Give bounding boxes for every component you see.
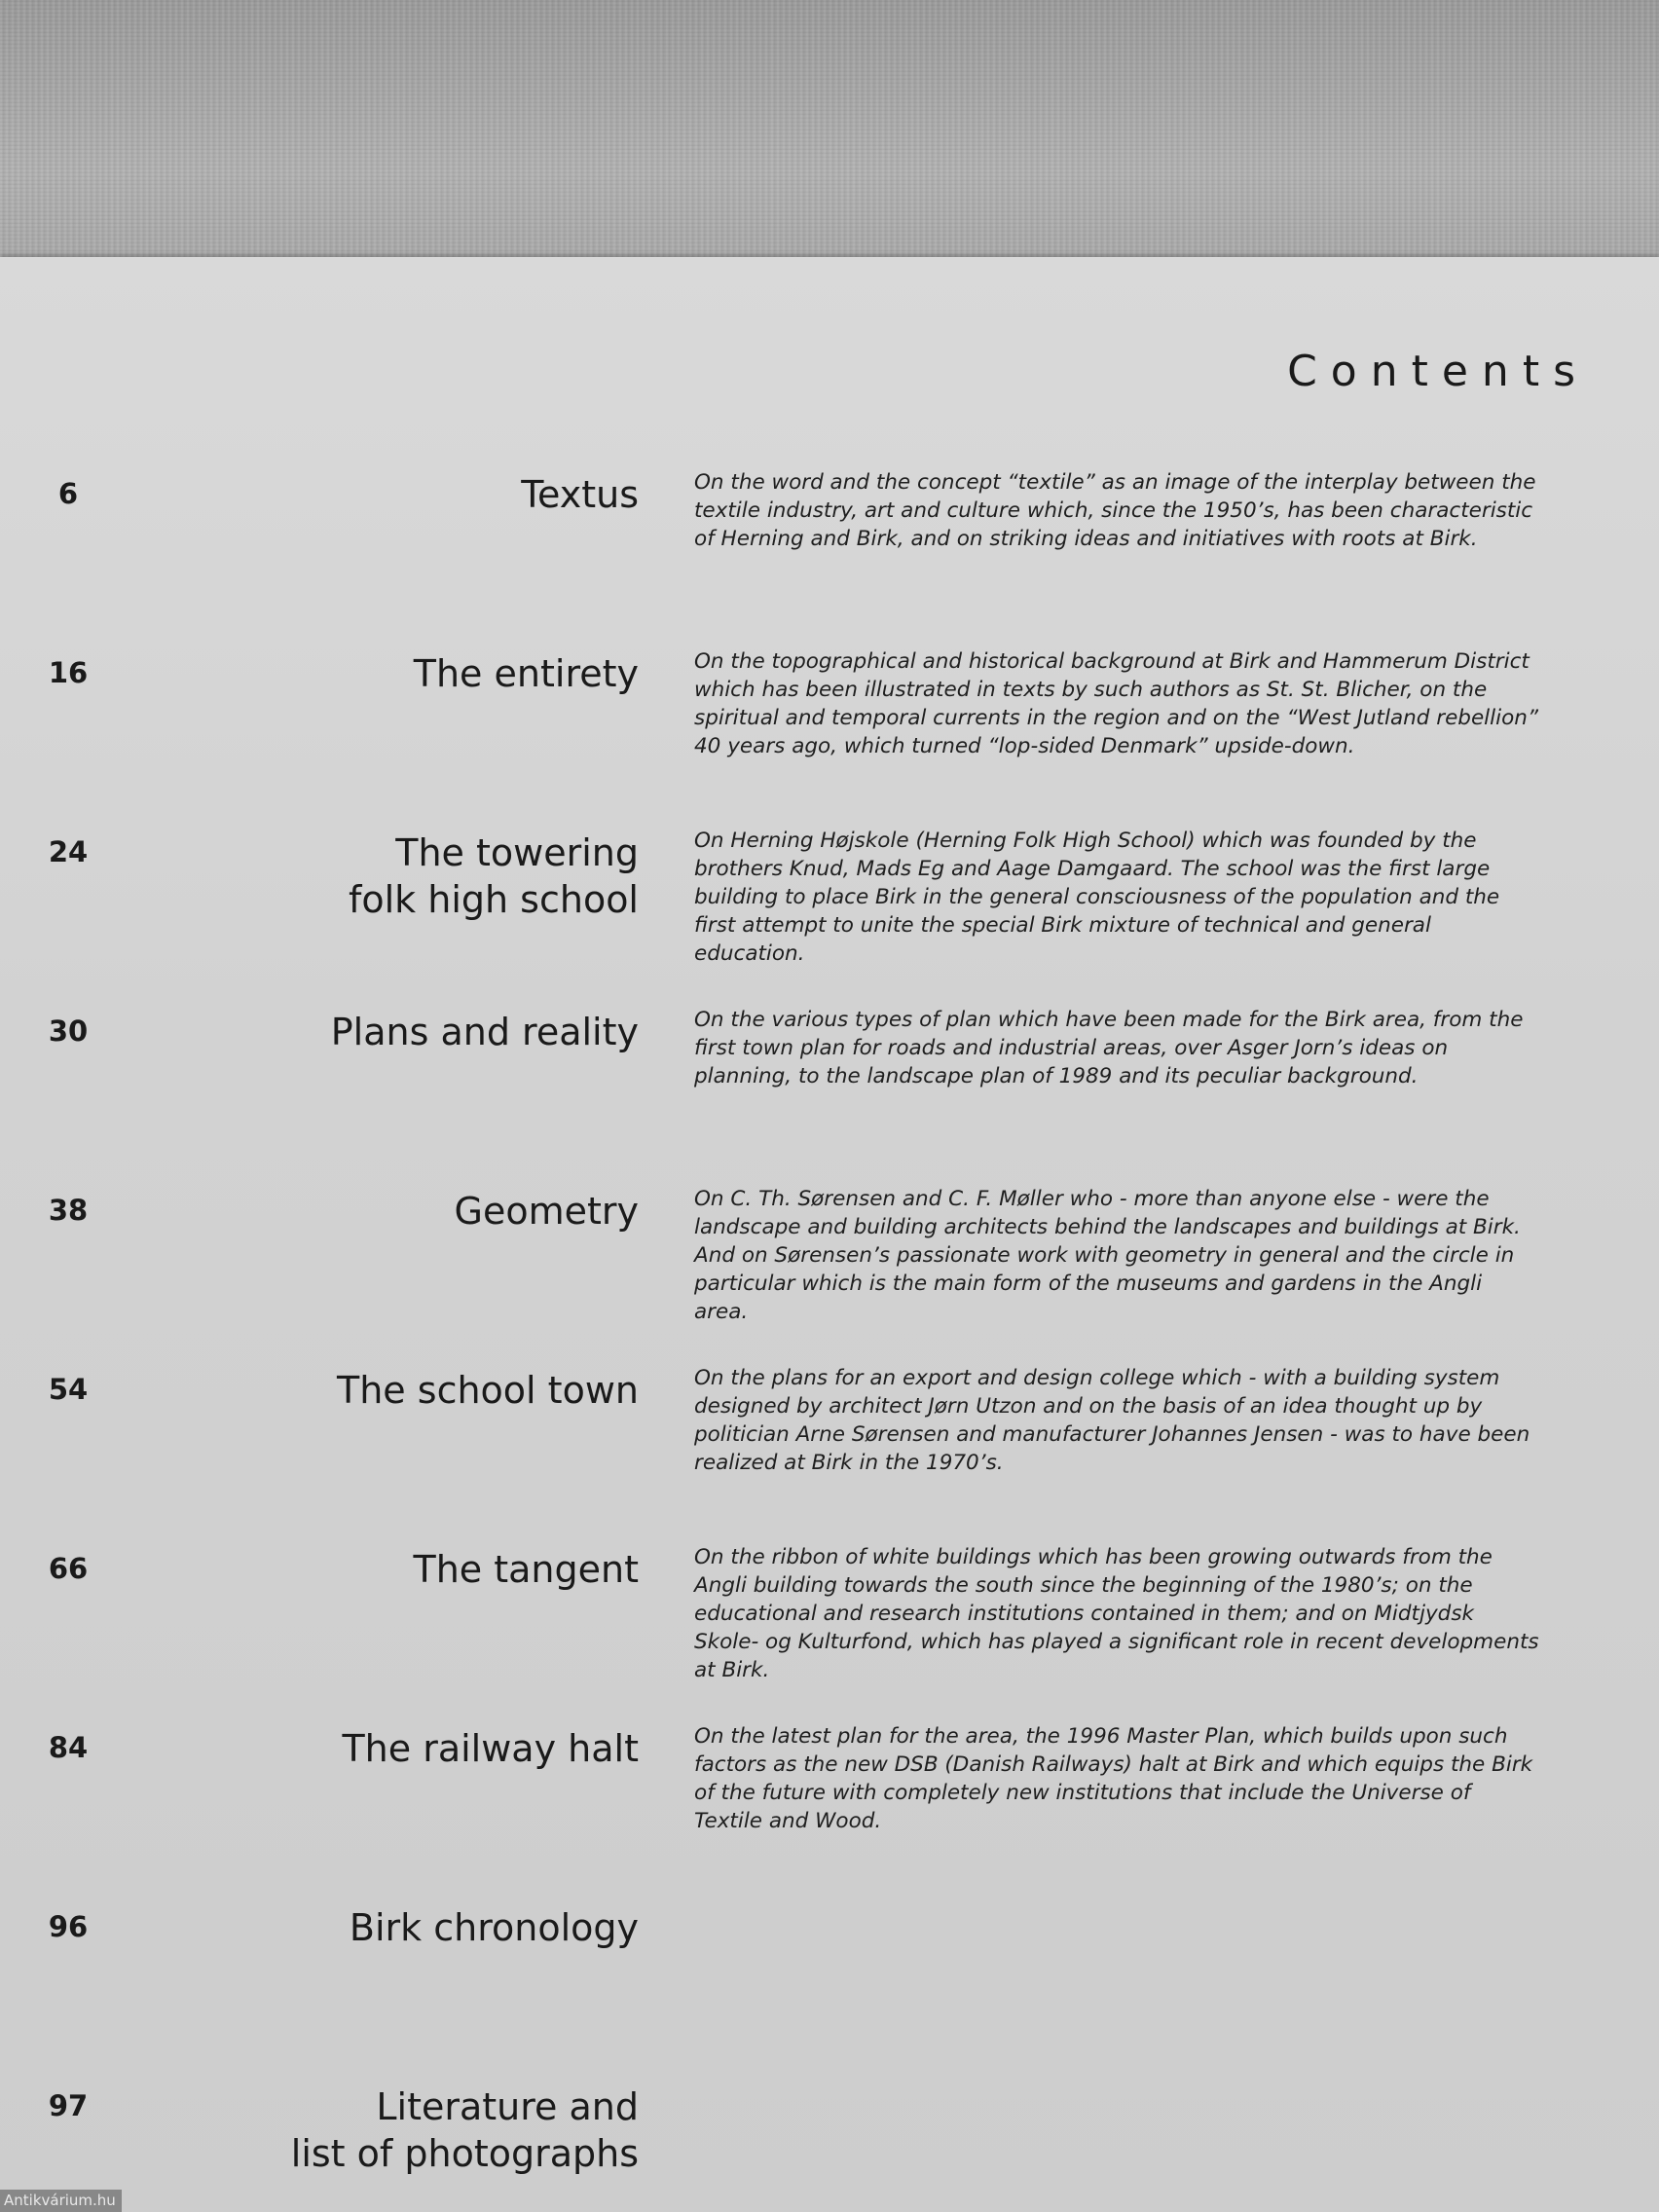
toc-chapter-description: On the plans for an export and design college which - with a building system designed by architect Jørn Utzon and on the basis of an idea thought up by politician Arne Sørensen and manufacturer Johannes Jensen - was to have been realized at Birk in the 1970’s. — [694, 1366, 1530, 1475]
toc-chapter-title: Geometry — [454, 1190, 639, 1233]
toc-chapter-description: On the latest plan for the area, the 1996 Master Plan, which builds upon such factors as the new DSB (Danish Railways) halt at Birk and which equips the Birk of the future with completely new institutions that include the Universe of Textile and Wood. — [694, 1724, 1533, 1833]
toc-chapter-title: Literature and list of photographs — [290, 2085, 639, 2175]
toc-chapter-description: On the word and the concept “textile” as an image of the interplay between the textile industry, art and culture which, since the 1950’s, has been characteristic of Herning and Birk, and on striking ideas and initiatives with roots at Birk. — [694, 470, 1536, 551]
toc-page-number: 96 — [48, 1910, 89, 1943]
toc-page-number: 38 — [48, 1194, 89, 1227]
watermark: Antikvárium.hu — [0, 2190, 122, 2212]
toc-chapter-description: On the topographical and historical background at Birk and Hammerum District which has been illustrated in texts by such authors as St. St. Blicher, on the spiritual and temporal currents in the region and on the “West Jutland rebellion” 40 years ago, which turned “lop-sided Denmark” upside-down. — [694, 649, 1539, 758]
toc-chapter-title: The railway halt — [342, 1727, 639, 1770]
toc-page-number: 54 — [48, 1373, 89, 1406]
toc-chapter-title: Birk chronology — [349, 1906, 639, 1949]
toc-chapter-description: On C. Th. Sørensen and C. F. Møller who - more than anyone else - were the landscape and building architects behind the landscapes and buildings at Birk. And on Sørensen’s passionate work with geometry in general and the circle in particular which is the main form of the museums and gardens in the Angli area. — [694, 1187, 1521, 1324]
toc-page-number: 66 — [48, 1552, 89, 1585]
toc-chapter-title: The tangent — [413, 1548, 639, 1591]
toc-page-number: 97 — [48, 2089, 89, 2122]
toc-page-number: 84 — [48, 1731, 89, 1764]
toc-chapter-description: On the various types of plan which have been made for the Birk area, from the first town plan for roads and industrial areas, over Asger Jorn’s ideas on planning, to the landscape plan of 1989 and its peculiar background. — [694, 1008, 1524, 1088]
toc-chapter-title: The school town — [337, 1369, 639, 1412]
toc-chapter-description: On the ribbon of white buildings which has been growing outwards from the Angli building towards the south since the beginning of the 1980’s; on the educational and research institutions contained in them; and on Midtjydsk Skole- og Kulturfond, which has played a significant role in recent developments at Birk. — [694, 1545, 1539, 1682]
book-page — [0, 257, 1659, 2212]
background-surface — [0, 0, 1659, 282]
toc-chapter-title: The entirety — [413, 652, 639, 695]
page-title: Contents — [1287, 347, 1589, 396]
toc-page-number: 24 — [48, 835, 89, 868]
toc-chapter-title: Textus — [521, 473, 639, 516]
toc-page-number: 6 — [57, 477, 79, 510]
toc-chapter-description: On Herning Højskole (Herning Folk High School) which was founded by the brothers Knud, Mads Eg and Aage Damgaard. The school was the first large building to place Birk in the general consciousness of the population and the first attempt to unite the special Birk mixture of technical and general education. — [694, 829, 1500, 966]
toc-page-number: 16 — [48, 656, 89, 689]
toc-chapter-title: The towering folk high school — [348, 831, 639, 921]
toc-chapter-title: Plans and reality — [330, 1011, 639, 1053]
toc-page-number: 30 — [48, 1014, 89, 1048]
